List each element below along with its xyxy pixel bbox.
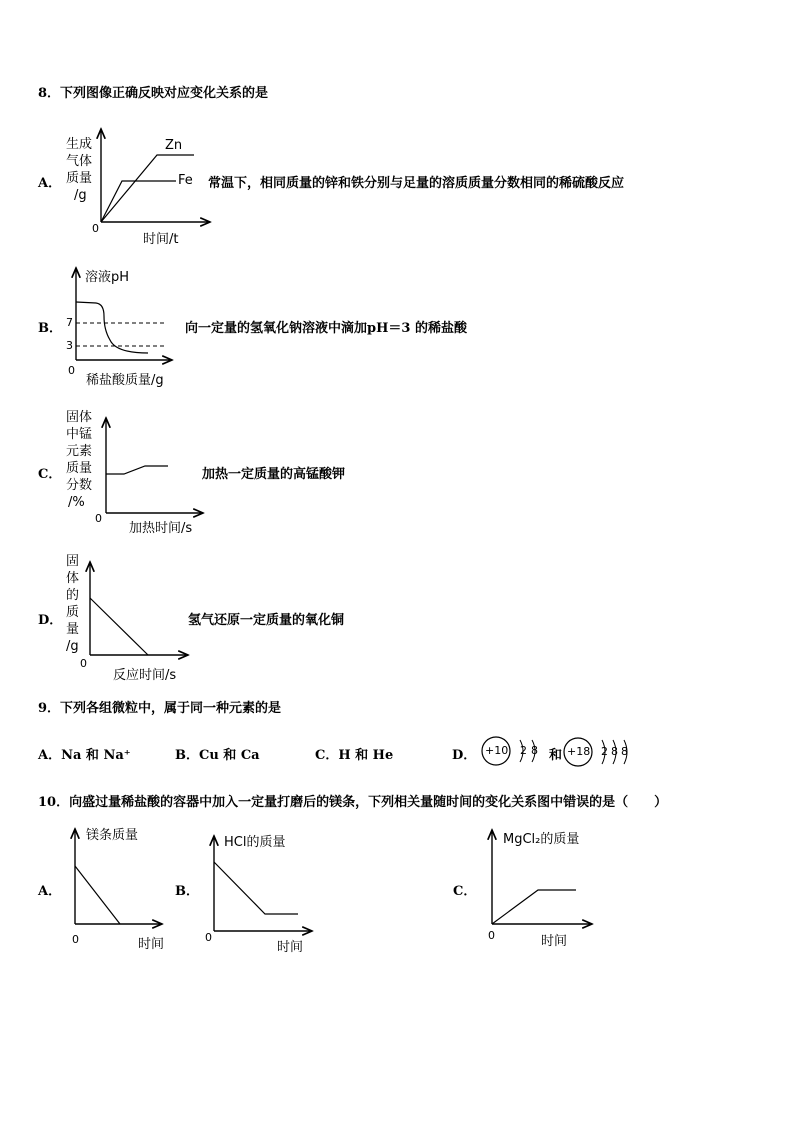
- atom2-nucleus: +18: [567, 745, 591, 758]
- option-10b-label: B．: [175, 884, 199, 899]
- option-8c-desc: 加热一定质量的高锰酸钾: [202, 467, 346, 482]
- option-8a-desc: 常温下，相同质量的锌和铁分别与足量的溶质质量分数相同的稀硫酸反应: [208, 176, 625, 191]
- zn-label: Zn: [165, 138, 183, 153]
- question-9-title: 9．下列各组微粒中，属于同一种元素的是: [38, 701, 282, 716]
- option-8d-xlabel: 反应时间/s: [113, 668, 177, 683]
- option-8d-desc: 氢气还原一定质量的氧化铜: [188, 613, 345, 628]
- fe-label: Fe: [178, 173, 193, 188]
- option-10a-label: A．: [38, 884, 62, 899]
- option-8c-origin: 0: [95, 512, 102, 525]
- option-8c-xlabel: 加热时间/s: [129, 521, 193, 536]
- option-9b: B．Cu 和 Ca: [175, 748, 260, 763]
- option-10a-xlabel: 时间: [138, 937, 165, 952]
- atom1-shell2: 8: [531, 744, 538, 757]
- option-9c: C．H 和 He: [315, 748, 394, 763]
- option-8a-ylabel: 生成 气体 质量 /g: [66, 137, 93, 203]
- option-8b-tick7: 7: [66, 316, 73, 329]
- option-10c-ylabel: MgCl₂的质量: [503, 832, 580, 847]
- option-8c-ylabel: 固体 中锰 元素 质量 分数 /%: [66, 410, 93, 510]
- option-10a-ylabel: 镁条质量: [86, 828, 139, 843]
- mgcl2-mass-line: [492, 890, 576, 924]
- option-8b-label: B．: [38, 321, 62, 336]
- question-8-title: 8．下列图像正确反映对应变化关系的是: [38, 86, 269, 101]
- option-8b-ylabel: 溶液pH: [85, 270, 130, 285]
- option-10c-label: C．: [453, 884, 477, 899]
- question-10-title: 10．向盛过量稀盐酸的容器中加入一定量打磨后的镁条，下列相关量随时间的变化关系图中错误的是（ ）: [38, 795, 668, 810]
- option-8b-tick3: 3: [66, 339, 73, 352]
- option-10c-origin: 0: [488, 929, 495, 942]
- option-8b-desc: 向一定量的氢氧化钠溶液中滴加pH＝3 的稀盐酸: [185, 321, 467, 336]
- option-8a-label: A．: [38, 176, 62, 191]
- option-9d-label: D．: [452, 748, 477, 763]
- option-8a-origin: 0: [92, 222, 99, 235]
- option-10b-origin: 0: [205, 931, 212, 944]
- option-10c-xlabel: 时间: [541, 934, 568, 949]
- option-8c-label: C．: [38, 467, 62, 482]
- option-8d-ylabel: 固 体 的 质 量 /g: [66, 554, 80, 654]
- atom2-shell1: 2: [601, 745, 608, 758]
- option-8b-origin: 0: [68, 364, 75, 377]
- option-8d-label: D．: [38, 613, 63, 628]
- option-8a-xlabel: 时间/t: [143, 232, 179, 247]
- atom1-nucleus: +10: [485, 744, 509, 757]
- option-10a-origin: 0: [72, 933, 79, 946]
- atom2-shell3: 8: [621, 745, 628, 758]
- option-9d-and: 和: [549, 748, 563, 763]
- option-8b-xlabel: 稀盐酸质量/g: [86, 373, 164, 388]
- option-9a: A．Na 和 Na⁺: [38, 748, 131, 763]
- option-10b-xlabel: 时间: [277, 940, 304, 955]
- option-8d-origin: 0: [80, 657, 87, 670]
- atom2-shell2: 8: [611, 745, 618, 758]
- atom1-shell1: 2: [520, 744, 527, 757]
- option-10b-ylabel: HCl的质量: [224, 835, 286, 850]
